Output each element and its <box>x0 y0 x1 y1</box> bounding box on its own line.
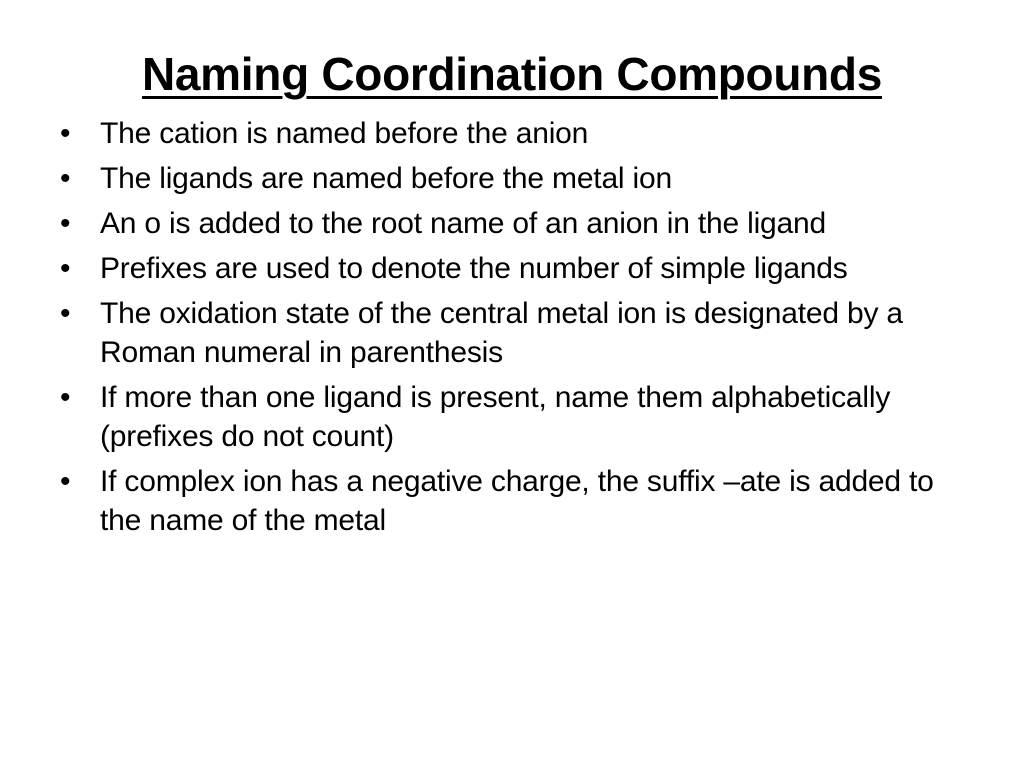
bullet-text: If more than one ligand is present, name them alphabetically (prefixes do not count) <box>100 381 891 453</box>
bullet-item <box>60 204 970 243</box>
bullet-item <box>60 249 970 288</box>
bullet-text: Prefixes are used to denote the number of simple ligands <box>100 252 848 285</box>
bullet-icon: • <box>60 465 71 498</box>
bullet-icon: • <box>60 381 71 414</box>
bullet-item <box>60 114 970 153</box>
bullet-text: The ligands are named before the metal ion <box>100 162 672 195</box>
bullet-icon: • <box>60 162 71 195</box>
bullet-text: If complex ion has a negative charge, the suffix –ate is added to the name of the metal <box>100 465 934 537</box>
bullet-list <box>60 114 970 546</box>
bullet-icon: • <box>60 207 71 240</box>
bullet-item <box>60 159 970 198</box>
bullet-icon: • <box>60 117 71 150</box>
bullet-icon: • <box>60 252 71 285</box>
bullet-text: An o is added to the root name of an anion in the ligand <box>100 207 826 240</box>
bullet-item <box>60 462 970 540</box>
bullet-icon: • <box>60 297 71 330</box>
slide-title: Naming Coordination Compounds <box>141 48 882 100</box>
bullet-item <box>60 378 970 456</box>
bullet-text: The cation is named before the anion <box>100 117 589 150</box>
bullet-text: The oxidation state of the central metal ion is designated by a Roman numeral in parenthesis <box>100 297 903 369</box>
bullet-item <box>60 294 970 372</box>
